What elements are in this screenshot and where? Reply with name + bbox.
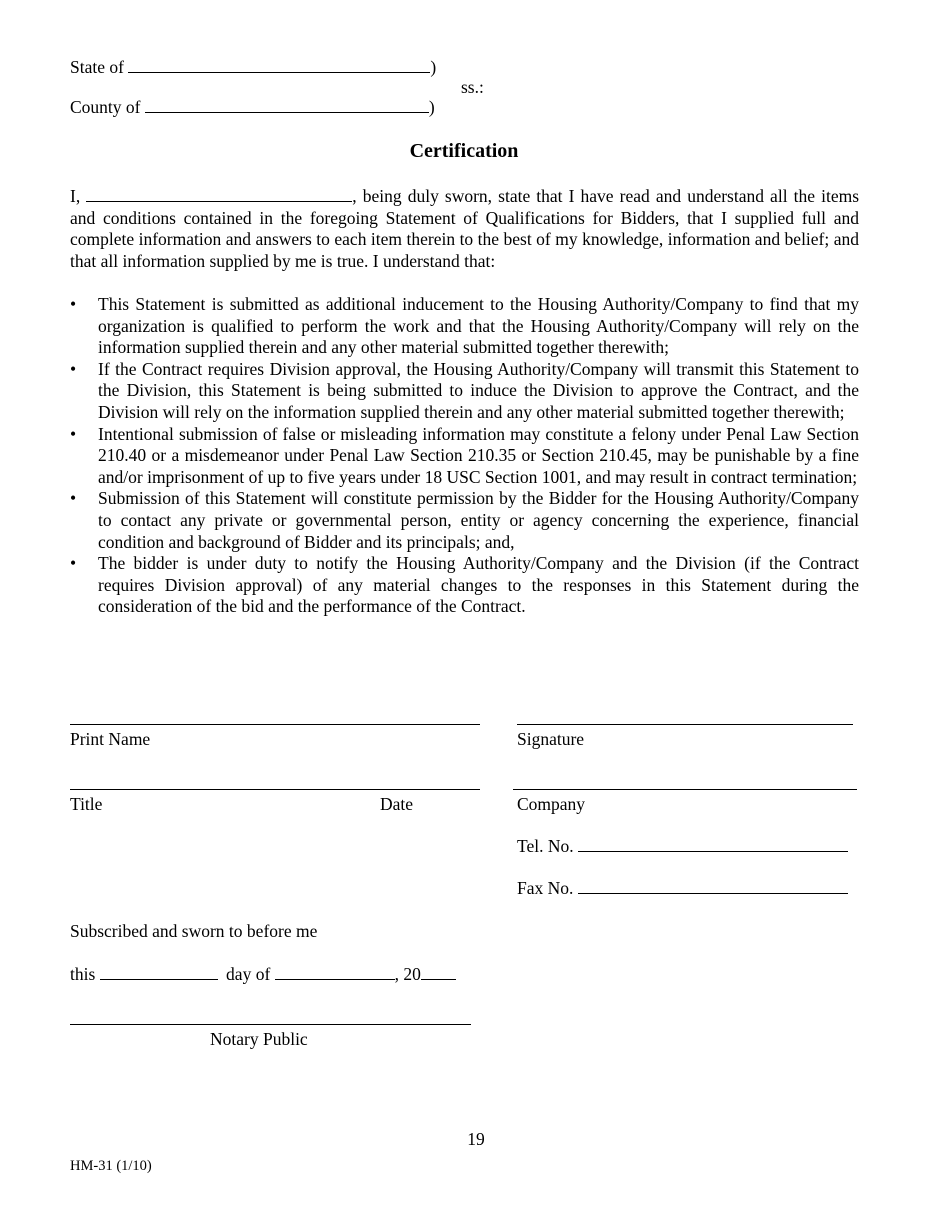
tel-field[interactable]	[578, 837, 848, 852]
intro-lead: I,	[70, 186, 81, 206]
list-item	[70, 488, 859, 553]
ss-label: ss.:	[461, 77, 484, 97]
notary-signature-line[interactable]	[70, 1024, 471, 1025]
state-field[interactable]	[128, 58, 430, 73]
form-id: HM-31 (1/10)	[70, 1158, 152, 1174]
day-of-label: day of	[226, 964, 271, 984]
list-item	[70, 359, 859, 424]
notary-public-label: Notary Public	[210, 1029, 308, 1049]
page-number: 19	[467, 1129, 485, 1149]
county-field[interactable]	[145, 98, 429, 113]
fax-label: Fax No.	[517, 878, 574, 898]
list-item	[70, 424, 859, 489]
signature-line[interactable]	[517, 724, 853, 725]
tel-label: Tel. No.	[517, 836, 574, 856]
bullet-icon: •	[70, 294, 77, 314]
state-line	[70, 57, 436, 79]
company-label: Company	[517, 794, 586, 814]
notary-date-line	[70, 964, 456, 986]
state-paren: )	[430, 57, 437, 77]
affiant-name-field[interactable]	[86, 187, 352, 202]
state-label: State of	[70, 57, 124, 77]
fax-line	[517, 878, 848, 900]
month-field[interactable]	[275, 965, 395, 980]
county-label: County of	[70, 97, 141, 117]
page-title: Certification	[409, 140, 519, 162]
date-label: Date	[380, 794, 414, 814]
day-field[interactable]	[100, 965, 218, 980]
list-item	[70, 553, 859, 618]
list-item-text: Intentional submission of false or misleading information may constitute a felony under Penal Law Section 210.40 or a misdemeanor under Penal Law Section 210.35 or Section 210.45, may be punishable by a fine and/or imprisonment of up to five years under 18 USC Section 1001, and may result in contract termination;	[98, 423, 859, 487]
list-item-text: This Statement is submitted as additional inducement to the Housing Authority/Company to find that my organization is qualified to perform the work and that the Housing Authority/Company will rely on the information supplied therein and any other material submitted together therewith;	[98, 294, 859, 358]
year-field[interactable]	[421, 965, 456, 980]
intro-paragraph	[70, 186, 859, 272]
list-item-text: Submission of this Statement will constitute permission by the Bidder for the Housing Authority/Company to contact any private or governmental person, entity or agency concerning the experience, financial condition and background of Bidder and its principals; and,	[98, 488, 859, 552]
subscribed-text: Subscribed and sworn to before me	[70, 921, 318, 941]
conditions-list	[70, 294, 859, 618]
bullet-icon: •	[70, 358, 77, 379]
year-prefix: , 20	[394, 964, 421, 984]
list-item-text: The bidder is under duty to notify the Housing Authority/Company and the Division (if the Contract requires Division approval) of any material changes to the responses in this Statement during the consideration of the bid and the performance of the Contract.	[98, 553, 859, 617]
title-date-line[interactable]	[70, 789, 480, 790]
company-line[interactable]	[513, 789, 857, 790]
bullet-icon: •	[70, 423, 77, 444]
county-line	[70, 97, 435, 119]
print-name-line[interactable]	[70, 724, 480, 725]
bullet-icon: •	[70, 488, 77, 509]
title-label: Title	[70, 794, 103, 814]
signature-label: Signature	[517, 729, 585, 749]
list-item-text: If the Contract requires Division approval, the Housing Authority/Company will transmit this Statement to the Division, this Statement is being submitted to induce the Division to approve the Contract, and the Division will rely on the information supplied therein and any other material submitted together therewith;	[98, 358, 859, 422]
print-name-label: Print Name	[70, 729, 151, 749]
intro-text: , being duly sworn, state that I have read and understand all the items and conditions contained in the foregoing Statement of Qualifications for Bidders, that I supplied full and complete information and answers to each item therein to the best of my knowledge, information and belief; and that all information supplied by me is true. I understand that:	[70, 186, 860, 271]
fax-field[interactable]	[578, 879, 848, 894]
tel-line	[517, 836, 848, 858]
county-paren: )	[428, 97, 435, 117]
this-label: this	[70, 964, 96, 984]
list-item	[70, 294, 859, 359]
bullet-icon: •	[70, 553, 77, 574]
